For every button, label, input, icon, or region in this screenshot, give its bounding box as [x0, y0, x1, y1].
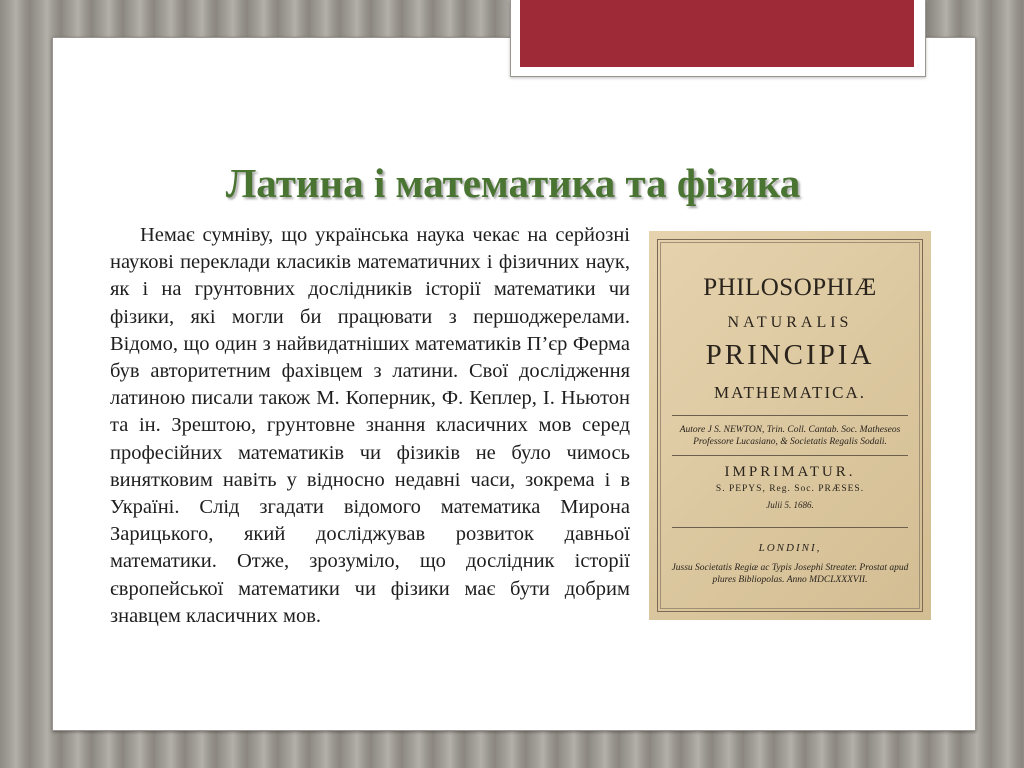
image-londini: LONDINI, — [758, 542, 822, 554]
principia-frame — [657, 239, 923, 612]
image-date: Julii 5. 1686. — [766, 500, 814, 510]
image-rule — [672, 527, 908, 528]
image-author-line: Autore J S. NEWTON, Trin. Coll. Cantab. Soc. Matheseos Professore Lucasiano, & Societatis Regalis Sodali. — [679, 425, 901, 447]
image-rule — [672, 455, 908, 456]
principia-title-page-image — [649, 231, 931, 620]
accent-band — [520, 0, 914, 67]
image-imprimatur: IMPRIMATUR. — [724, 464, 856, 480]
image-publisher: Jussu Societatis Regiæ ac Typis Josephi Streater. Prostat apud plures Bibliopolas. Anno MDCLXXXVII. — [671, 563, 909, 585]
image-line-mathematica: MATHEMATICA. — [714, 383, 866, 402]
body-paragraph: Немає сумніву, що українська наука чекає на серйозні наукові переклади класиків математичних і фізичних наук, як і на грунтовних дослідників історії математики чи фізики, які могли би працювати з першоджерелами. Відомо, що один з найвидатніших математиків П’єр Ферма був авторитетним фахівцем з латини. Свої дослідження латиною писали також М. Коперник, Ф. Кеплер, І. Ньютон та ін. Зрештою, грунтовне знання класичних мов серед професійних математиків чи фізиків не було чимось винятковим навіть у відносно недавні часи, зокрема і в Україні. Слід згадати відомого математика Мирона Зарицького, який досліджував розвиток давньої математики. Отже, зрозуміло, що дослідник історії європейської математики чи фізики має бути добрим знавцем класичних мов. — [110, 224, 630, 627]
image-pepys: S. PEPYS, Reg. Soc. PRÆSES. — [715, 484, 865, 494]
image-line-principia: PRINCIPIA — [705, 339, 875, 371]
slide-title: Латина і математика та фізика — [225, 160, 801, 206]
image-rule — [672, 415, 908, 416]
image-line-philosophiae: PHILOSOPHIÆ — [703, 274, 877, 301]
image-line-naturalis: NATURALIS — [727, 314, 853, 331]
